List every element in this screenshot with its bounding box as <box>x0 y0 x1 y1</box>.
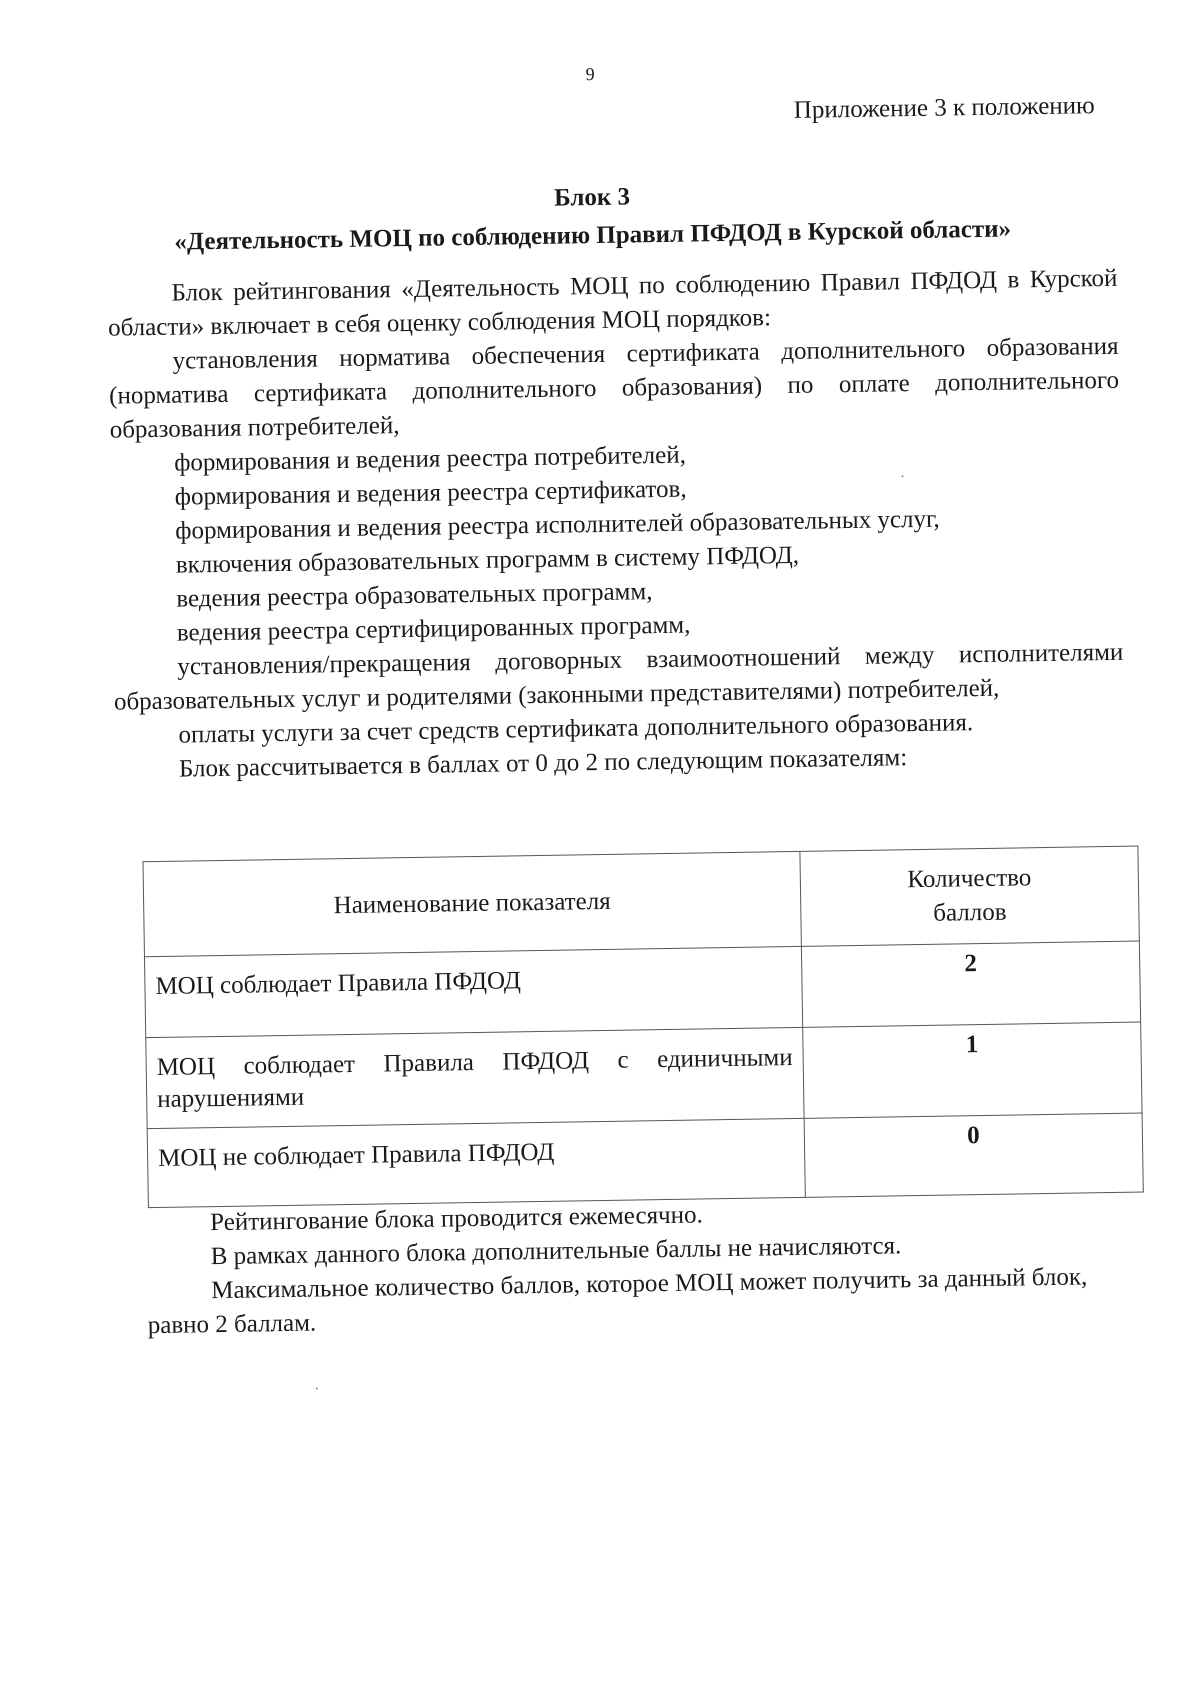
scan-speck <box>902 475 904 477</box>
indicator-name: МОЦ соблюдает Правила ПФДОД с единичными нарушениями <box>146 1027 804 1128</box>
header-indicator-name: Наименование показателя <box>143 851 801 956</box>
block-subtitle: «Деятельность МОЦ по соблюдению Правил ПФДОД в Курской области» <box>174 215 1012 256</box>
list-item: установления норматива обеспечения сертификата дополнительного образования (норматива сертификата дополнительного образования) по оплате дополнительного образования потребителей, <box>108 332 1120 444</box>
closing-text <box>146 1191 1148 1343</box>
list-item: включения образовательных программ в систему ПФДОД, <box>175 541 800 579</box>
page-number: 9 <box>585 64 595 85</box>
scan-speck <box>316 1388 318 1390</box>
closing-paragraph: Максимальное количество баллов, которое МОЦ может получить за данный блок, равно 2 баллам. <box>147 1263 1088 1340</box>
list-item: ведения реестра сертифицированных программ, <box>176 611 691 647</box>
table-row <box>146 1022 1142 1129</box>
table-header-row <box>143 846 1139 957</box>
body-text <box>107 262 1125 788</box>
indicator-name: МОЦ не соблюдает Правила ПФДОД <box>147 1118 805 1207</box>
header-score-line2: баллов <box>933 898 1007 927</box>
header-score-line1: Количество <box>907 864 1032 894</box>
indicator-score: 1 <box>803 1022 1142 1118</box>
indicator-name: МОЦ соблюдает Правила ПФДОД <box>144 946 802 1037</box>
closing-paragraph: Рейтингование блока проводится ежемесячно. <box>209 1201 703 1237</box>
list-item: оплаты услуги за счет средств сертификата дополнительного образования. <box>178 709 974 749</box>
list-item: формирования и ведения реестра исполнителей образовательных услуг, <box>175 505 940 545</box>
appendix-label: Приложение 3 к положению <box>793 92 1095 124</box>
intro-paragraph: Блок рейтингования «Деятельность МОЦ по соблюдению Правил ПФДОД в Курской области» включает в себя оценку соблюдения МОЦ порядков: <box>107 264 1118 342</box>
table-row <box>144 941 1140 1038</box>
indicator-score: 0 <box>804 1113 1143 1197</box>
block-title: Блок 3 <box>553 183 631 212</box>
closing-paragraph: В рамках данного блока дополнительные баллы не начисляются. <box>210 1232 902 1271</box>
list-item: формирования и ведения реестра потребителей, <box>174 441 687 477</box>
calc-note: Блок рассчитывается в баллах от 0 до 2 по следующим показателям: <box>178 744 908 783</box>
indicator-score: 2 <box>801 941 1140 1027</box>
list-item: ведения реестра образовательных программ, <box>176 578 653 613</box>
list-item: установления/прекращения договорных взаимоотношений между исполнителями образовательных услуг и родителями (законными представителями) потребителей, <box>113 638 1124 716</box>
score-table <box>142 846 1143 1209</box>
header-score <box>800 846 1139 946</box>
list-item: формирования и ведения реестра сертификатов, <box>174 475 687 511</box>
